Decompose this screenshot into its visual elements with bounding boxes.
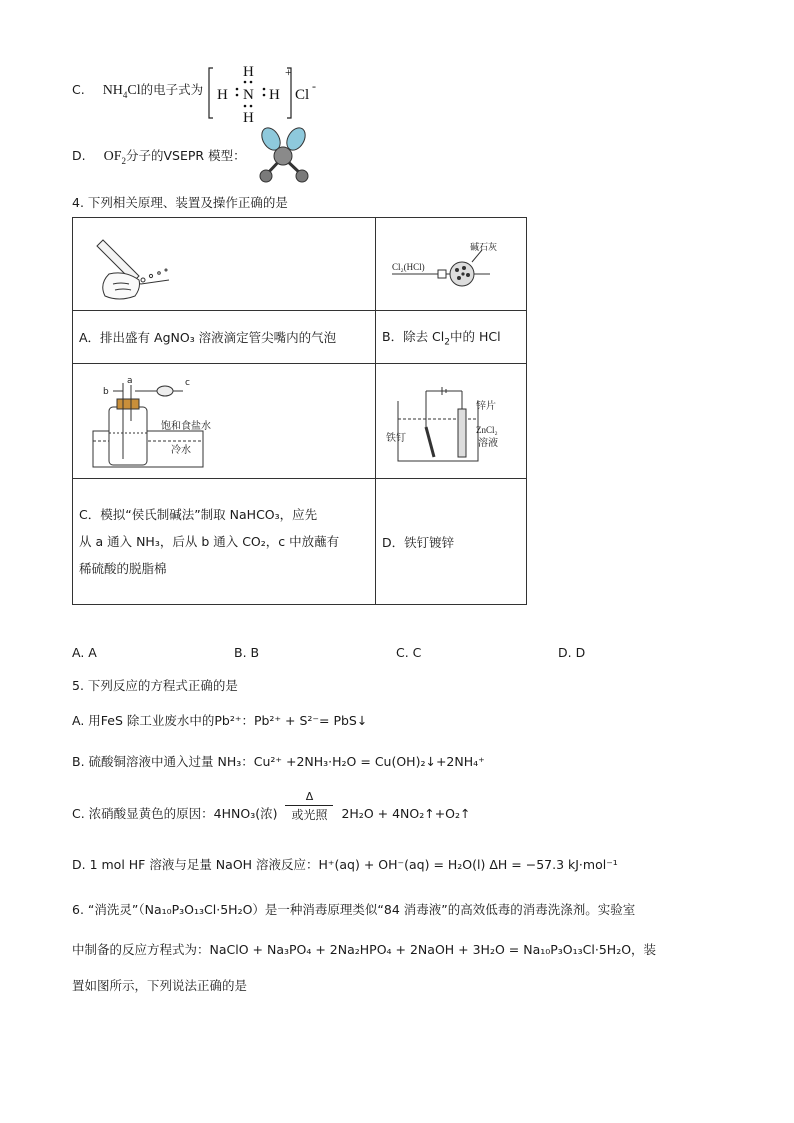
question-6-line3: 置如图所示，下列说法正确的是 (72, 978, 248, 993)
svg-text:a: a (127, 376, 133, 386)
svg-text:c: c (185, 378, 190, 388)
caption-a: A．排出盛有 AgNO₃ 溶液滴定管尖嘴内的气泡 (73, 311, 376, 364)
svg-text:-: - (312, 79, 316, 93)
nh4cl-lewis-structure (207, 62, 327, 124)
svg-text:碱石灰: 碱石灰 (470, 243, 498, 253)
choice-c[interactable]: C. C (396, 645, 422, 660)
question-6-line2: 中制备的反应方程式为：NaClO + Na₃PO₄ + 2Na₂HPO₄ + 2NaOH + 3H₂O = Na₁₀P₃O₁₃Cl·5H₂O，装 (72, 942, 657, 957)
caption-c: C．模拟“侯氏制碱法”制取 NaHCO₃，应先 从 a 通入 NH₃，后从 b 通入 CO₂，c 中放蘸有 稀硫酸的脱脂棉 (73, 479, 376, 605)
svg-text:H: H (217, 87, 228, 103)
svg-text:Cl: Cl (295, 87, 310, 103)
figure-cell-c (73, 364, 376, 479)
q5-option-d: D. 1 mol HF 溶液与足量 NaOH 溶液反应：H⁺(aq) + OH⁻(aq) = H₂O(l) ΔH = −57.3 kJ·mol⁻¹ (72, 857, 618, 872)
hou-soda-apparatus-figure (83, 371, 283, 471)
svg-text:H: H (243, 64, 254, 80)
choice-b[interactable]: B. B (234, 645, 260, 660)
svg-text:+: + (285, 65, 292, 79)
q3-option-d: D. $OF_2$分子的VSEPR 模型： (72, 148, 246, 166)
q4-option-table (72, 217, 527, 605)
svg-text:H: H (243, 110, 254, 124)
caption-d: D．铁钉镀锌 (376, 479, 527, 605)
vsepr-model-image (254, 125, 314, 185)
question-4-stem: 4. 下列相关原理、装置及操作正确的是 (72, 195, 288, 210)
question-5-stem: 5. 下列反应的方程式正确的是 (72, 678, 238, 693)
burette-bubble-figure (79, 224, 359, 304)
caption-b: B．除去 $Cl_2$中的 HCl (376, 311, 527, 364)
svg-text:锌片: 锌片 (476, 401, 496, 412)
choice-a[interactable]: A. A (72, 645, 97, 660)
svg-text:铁钉: 铁钉 (386, 433, 406, 444)
svg-text:ZnCl₂: ZnCl₂ (476, 425, 498, 435)
question-6-line1: 6. “消洗灵”（Na₁₀P₃O₁₃Cl·5H₂O）是一种消毒原理类似“84 消毒液”的高效低毒的消毒洗涤剂。实验室 (72, 902, 636, 917)
zinc-plating-figure (386, 371, 516, 471)
q4-answer-choices (72, 645, 720, 660)
figure-cell-d (376, 364, 527, 479)
svg-text:冷水: 冷水 (171, 445, 191, 456)
svg-text:H: H (269, 87, 280, 103)
reaction-condition: Δ 或光照 (285, 790, 333, 823)
svg-text:Cl₂(HCl): Cl₂(HCl) (392, 262, 425, 272)
choice-d[interactable]: D. D (558, 645, 586, 660)
svg-text:N: N (243, 87, 254, 103)
svg-text:b: b (103, 387, 109, 397)
svg-text:溶液: 溶液 (478, 438, 498, 449)
nh4cl-formula: $NH_4Cl$ (102, 83, 141, 100)
q5-option-b: B. 硫酸铜溶液中通入过量 NH₃：Cu²⁺ +2NH₃·H₂O = Cu(OH)₂↓+2NH₄⁺ (72, 754, 485, 769)
q3-option-c: C. $NH_4Cl$的电子式为 (72, 82, 204, 100)
of2-formula: $OF_2$ (103, 149, 126, 166)
figure-cell-b (376, 218, 527, 311)
gas-drying-figure (386, 224, 516, 304)
svg-text:饱和食盐水: 饱和食盐水 (161, 421, 211, 432)
figure-cell-a (73, 218, 376, 311)
q5-option-c: C. 浓硝酸显黄色的原因：4HNO₃(浓) Δ 或光照 2H₂O + 4NO₂↑+O₂↑ (72, 790, 471, 822)
q5-option-a: A. 用FeS 除工业废水中的Pb²⁺：Pb²⁺ + S²⁻= PbS↓ (72, 713, 368, 728)
